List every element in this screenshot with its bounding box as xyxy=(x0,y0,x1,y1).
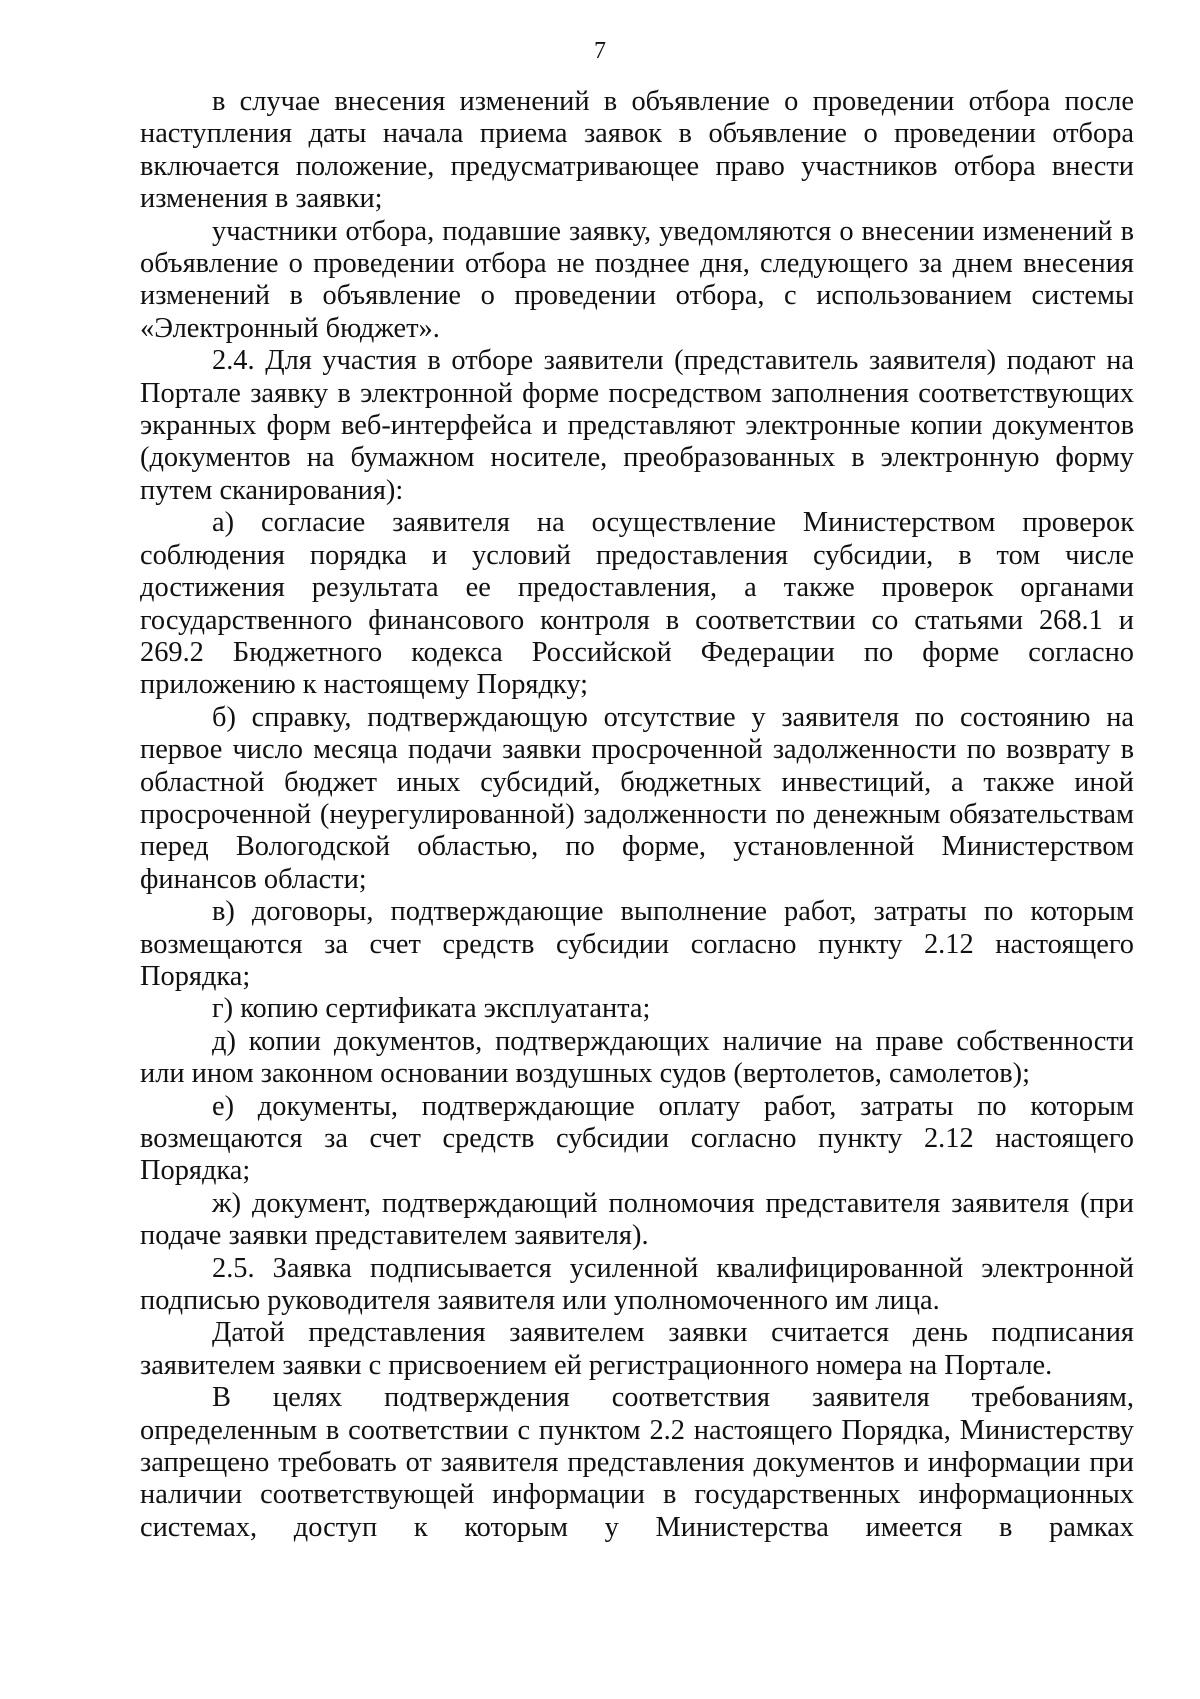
paragraph-section-2-4: 2.4. Для участия в отборе заявители (представитель заявителя) подают на Портале заявку в электронной форме посредством заполнения соответствующих экранных форм веб-интерфейса и представляют электронные копии документов (документов на бумажном носителе, преобразованных в электронную форму путем сканирования): xyxy=(140,345,1134,506)
paragraph-section-2-5: 2.5. Заявка подписывается усиленной квалифицированной электронной подписью руководителя заявителя или уполномоченного им лица. xyxy=(140,1252,1134,1317)
list-item-g: г) копию сертификата эксплуатанта; xyxy=(212,993,651,1025)
list-item-v: в) договоры, подтверждающие выполнение работ, затраты по которым возмещаются за счет средств субсидии согласно пункту 2.12 настоящего Порядка; xyxy=(140,896,1134,992)
list-item-zh: ж) документ, подтверждающий полномочия представителя заявителя (при подаче заявки представителем заявителя). xyxy=(140,1187,1134,1252)
list-item-b: б) справку, подтверждающую отсутствие у заявителя по состоянию на первое число месяца подачи заявки просроченной задолженности по возврату в областной бюджет иных субсидий, бюджетных инвестиций, а также иной просроченной (неурегулированной) задолженности по денежным обязательствам перед Вологодской областью, по форме, установленной Министерством финансов области; xyxy=(140,701,1134,895)
list-item-a: а) согласие заявителя на осуществление Министерством проверок соблюдения порядка и условий предоставления субсидии, в том числе достижения результата ее предоставления, а также проверок органами государственного финансового контроля в соответствии со статьями 268.1 и 269.2 Бюджетного кодекса Российской Федерации по форме согласно приложению к настоящему Порядку; xyxy=(140,507,1134,701)
list-item-d: д) копии документов, подтверждающих наличие на праве собственности или ином законном основании воздушных судов (вертолетов, самолетов); xyxy=(140,1025,1134,1090)
paragraph-submission-date: Датой представления заявителем заявки считается день подписания заявителем заявки с присвоением ей регистрационного номера на Портале. xyxy=(140,1317,1134,1381)
page-number: 7 xyxy=(594,38,606,64)
document-body xyxy=(140,86,1134,1544)
paragraph-amendment-inclusion: в случае внесения изменений в объявление о проведении отбора после наступления даты начала приема заявок в объявление о проведении отбора включается положение, предусматривающее право участников отбора внести изменения в заявки; xyxy=(140,86,1134,215)
paragraph-document-requirements: В целях подтверждения соответствия заявителя требованиям, определенным в соответствии с пунктом 2.2 настоящего Порядка, Министерству запрещено требовать от заявителя представления документов и информации при наличии соответствующей информации в государственных информационных системах, доступ к которым у Министерства имеется в рамках xyxy=(140,1382,1134,1543)
list-item-e: е) документы, подтверждающие оплату работ, затраты по которым возмещаются за счет средств субсидии согласно пункту 2.12 настоящего Порядка; xyxy=(140,1090,1134,1187)
paragraph-participant-notification: участники отбора, подавшие заявку, уведомляются о внесении изменений в объявление о проведении отбора не позднее дня, следующего за днем внесения изменений в объявление о проведении отбора, с использованием системы «Электронный бюджет». xyxy=(140,215,1134,344)
